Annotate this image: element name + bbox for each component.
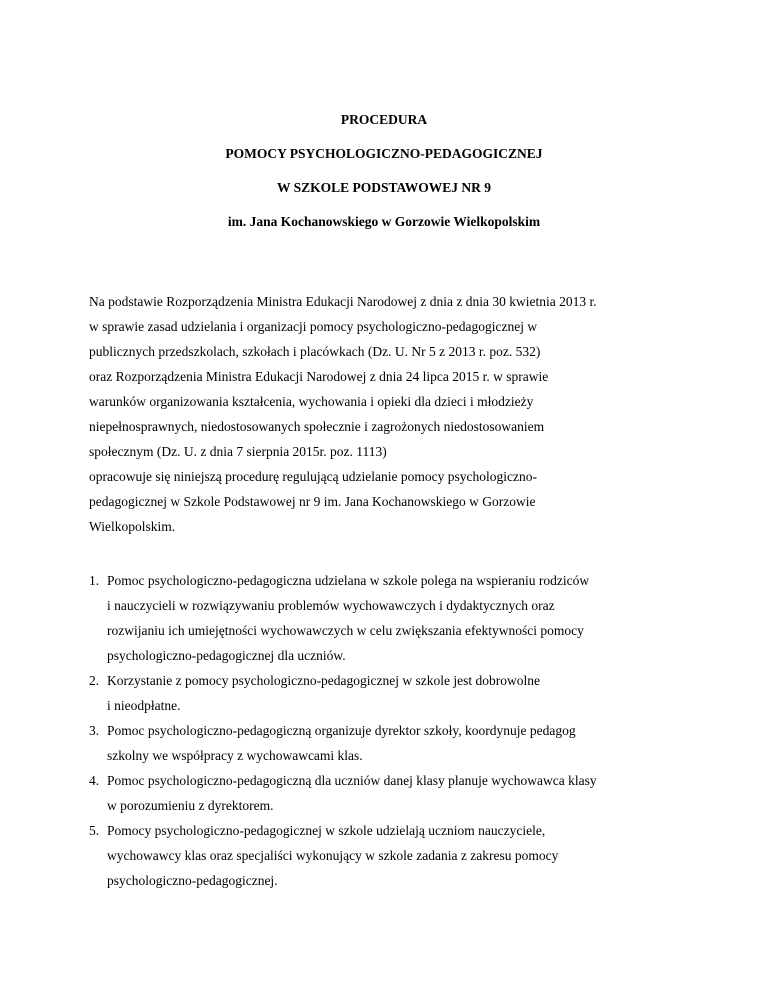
intro-line: pedagogicznej w Szkole Podstawowej nr 9 im. Jana Kochanowskiego w Gorzowie	[89, 494, 536, 509]
list-item-3	[89, 718, 689, 768]
intro-line: Na podstawie Rozporządzenia Ministra Edukacji Narodowej z dnia z dnia 30 kwietnia 2013 r.	[89, 294, 597, 309]
list-item-line: Pomoc psychologiczno-pedagogiczną dla uczniów danej klasy planuje wychowawca klasy	[107, 773, 597, 788]
list-item-number: 4.	[89, 773, 100, 788]
intro-line: warunków organizowania kształcenia, wychowania i opieki dla dzieci i młodzieży	[89, 394, 534, 409]
list-item-line: psychologiczno-pedagogicznej dla uczniów.	[107, 648, 346, 663]
list-item-2	[89, 668, 689, 718]
list-item-line: i nauczycieli w rozwiązywaniu problemów wychowawczych i dydaktycznych oraz	[107, 598, 555, 613]
list-item-line: Pomoc psychologiczno-pedagogiczna udzielana w szkole polega na wspieraniu rodziców	[107, 573, 590, 588]
intro-line: społecznym (Dz. U. z dnia 7 sierpnia 2015r. poz. 1113)	[89, 444, 387, 459]
intro-line: niepełnosprawnych, niedostosowanych społecznie i zagrożonych niedostosowaniem	[89, 419, 545, 434]
list-item-line: i nieodpłatne.	[107, 698, 181, 713]
title-line-patron: im. Jana Kochanowskiego w Gorzowie Wielkopolskim	[227, 214, 541, 229]
intro-line: Wielkopolskim.	[89, 519, 176, 534]
intro-line: opracowuje się niniejszą procedurę regulującą udzielanie pomocy psychologiczno-	[89, 469, 537, 484]
title-line-subject: POMOCY PSYCHOLOGICZNO-PEDAGOGICZNEJ	[225, 146, 543, 161]
list-item-1	[89, 568, 689, 668]
list-item-line: psychologiczno-pedagogicznej.	[107, 873, 278, 888]
list-item-line: rozwijaniu ich umiejętności wychowawczych w celu zwiększania efektywności pomocy	[107, 623, 584, 638]
intro-line: w sprawie zasad udzielania i organizacji pomocy psychologiczno-pedagogicznej w	[89, 319, 538, 334]
intro-line: oraz Rozporządzenia Ministra Edukacji Narodowej z dnia 24 lipca 2015 r. w sprawie	[89, 369, 549, 384]
list-item-line: Korzystanie z pomocy psychologiczno-pedagogicznej w szkole jest dobrowolne	[107, 673, 540, 688]
list-item-line: Pomocy psychologiczno-pedagogicznej w szkole udzielają uczniom nauczyciele,	[107, 823, 546, 838]
intro-paragraph	[89, 289, 689, 539]
title-line-school: W SZKOLE PODSTAWOWEJ NR 9	[276, 180, 492, 195]
list-item-line: szkolny we współpracy z wychowawcami klas.	[107, 748, 363, 763]
list-item-number: 2.	[89, 673, 100, 688]
intro-line: publicznych przedszkolach, szkołach i placówkach (Dz. U. Nr 5 z 2013 r. poz. 532)	[89, 344, 541, 359]
document-title	[0, 113, 768, 249]
list-item-5	[89, 818, 689, 893]
procedure-list	[89, 568, 689, 893]
list-item-line: wychowawcy klas oraz specjaliści wykonujący w szkole zadania z zakresu pomocy	[107, 848, 559, 863]
title-line-procedura: PROCEDURA	[340, 112, 428, 127]
list-item-line: Pomoc psychologiczno-pedagogiczną organizuje dyrektor szkoły, koordynuje pedagog	[107, 723, 576, 738]
list-item-4	[89, 768, 689, 818]
list-item-number: 3.	[89, 723, 100, 738]
list-item-number: 5.	[89, 823, 100, 838]
list-item-line: w porozumieniu z dyrektorem.	[107, 798, 274, 813]
list-item-number: 1.	[89, 573, 100, 588]
